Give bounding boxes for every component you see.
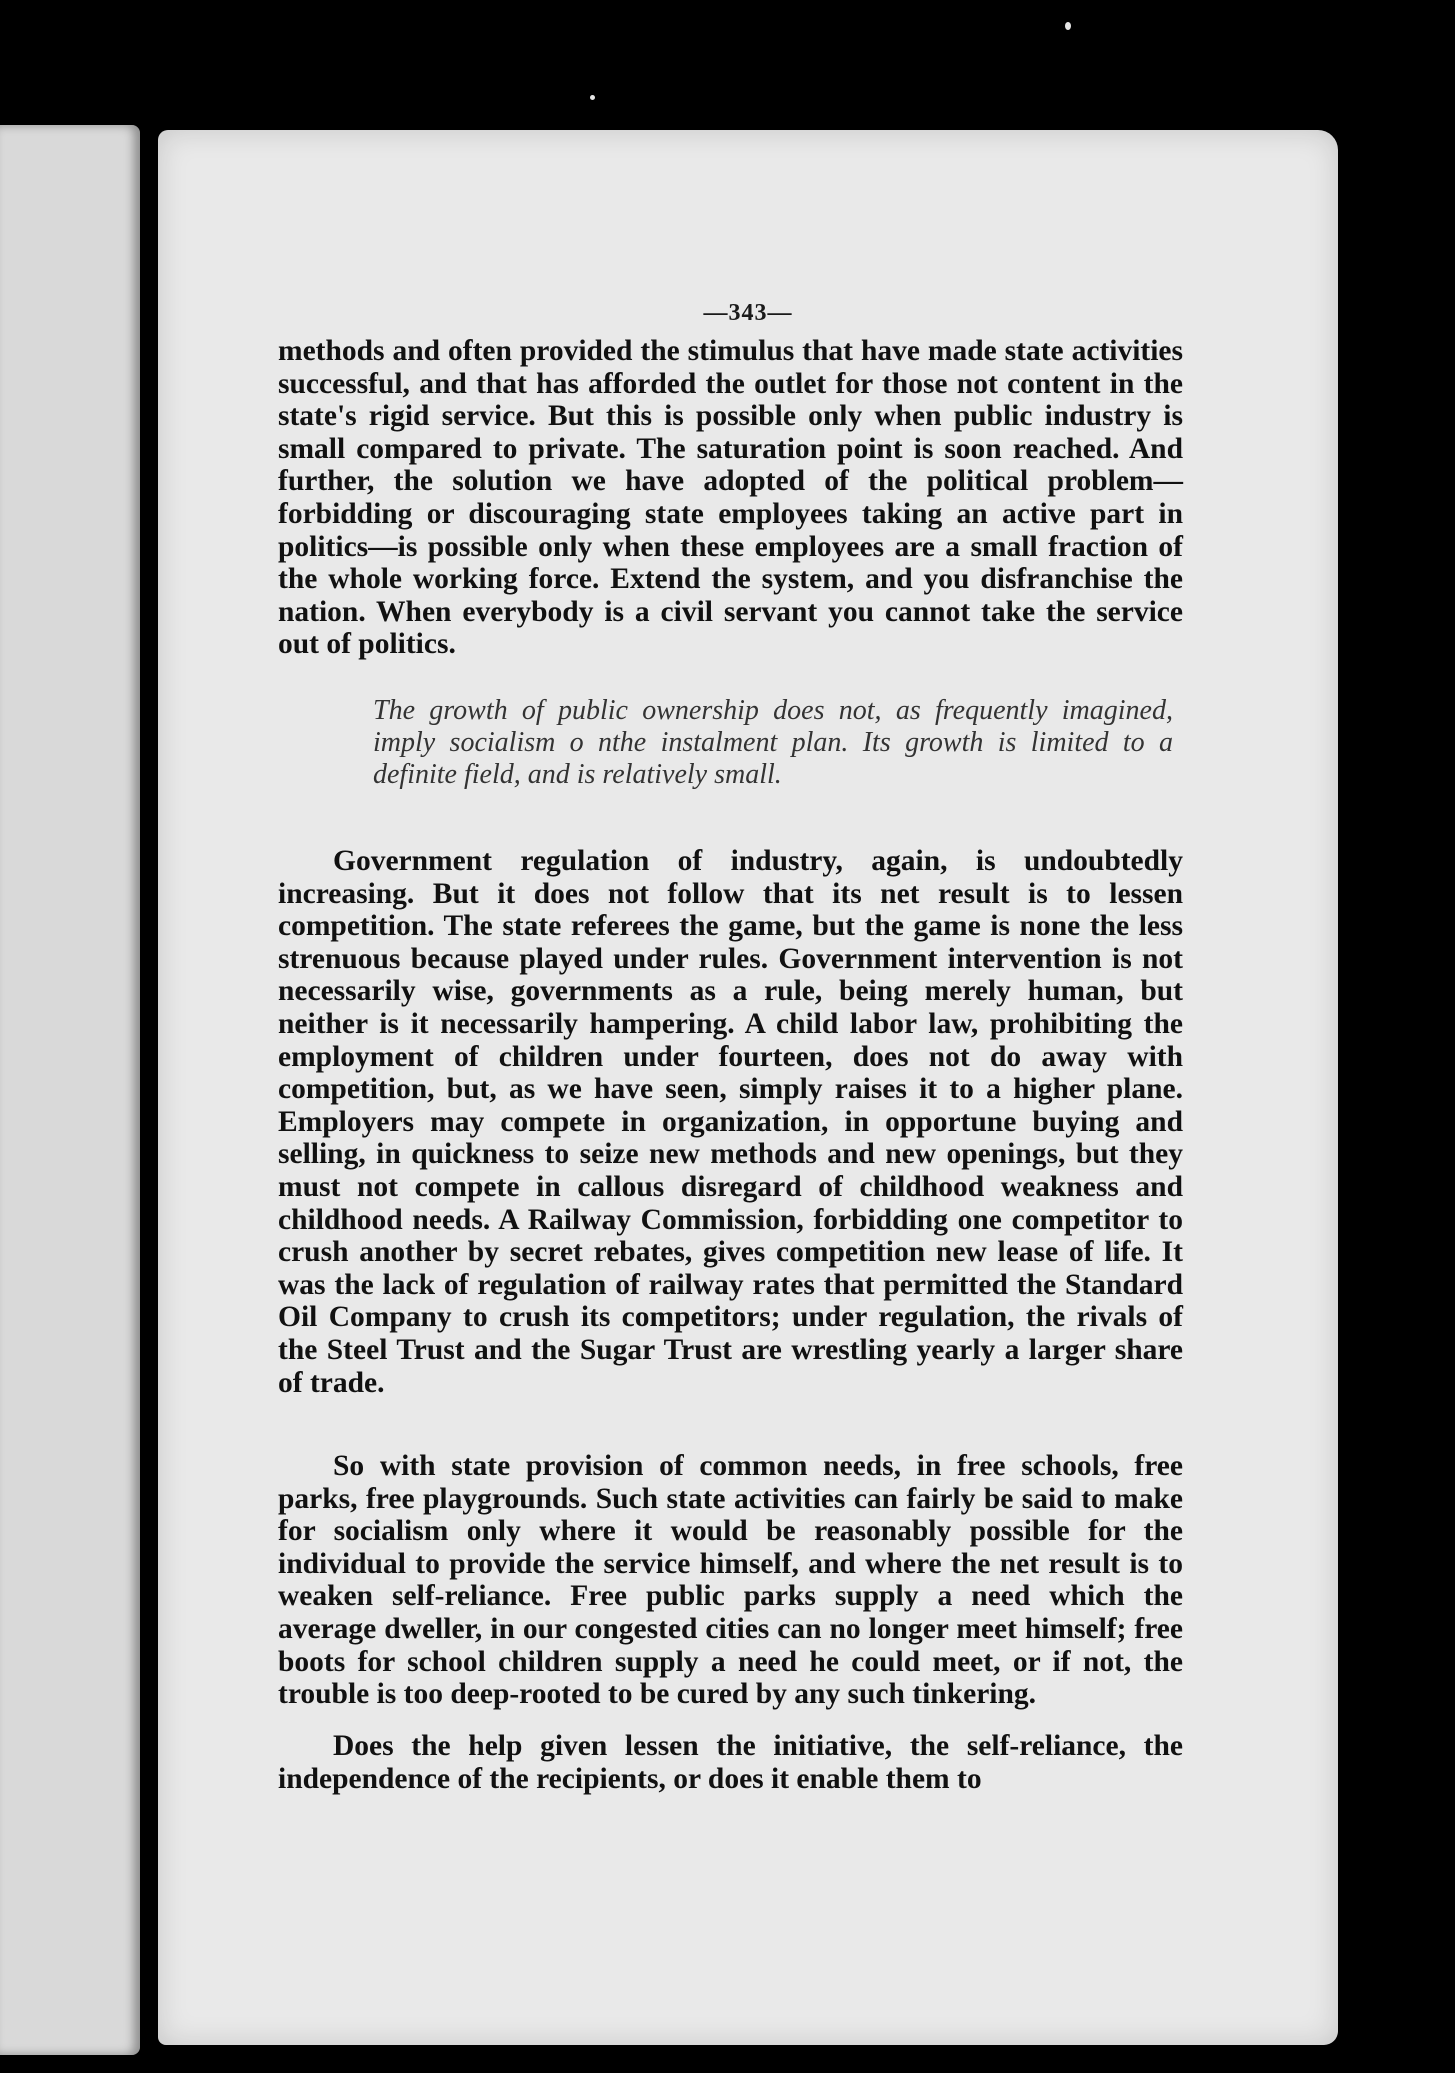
paragraph-1	[278, 335, 1183, 661]
paragraph-4	[278, 1730, 1183, 1795]
paragraph-4-text: Does the help given lessen the initiative, the self-reliance, the independence of the recipients, or does it enable them to	[278, 1730, 1183, 1795]
facing-page-edge	[0, 125, 140, 2055]
dust-speck	[590, 95, 595, 100]
paragraph-1-text: methods and often provided the stimulus that have made state activities successful, and that has afforded the outlet for those not content in the state's rigid service. But this is possible only when public industry is small compared to private. The saturation point is soon reached. And further, the solution we have adopted of the political problem—forbidding or discouraging state employees taking an active part in politics—is possible only when these employees are a small fraction of the whole working force. Extend the system, and you disfranchise the nation. When everybody is a civil servant you cannot take the service out of politics.	[278, 335, 1183, 661]
paragraph-3	[278, 1450, 1183, 1711]
paragraph-3-text: So with state provision of common needs, in free schools, free parks, free playgrounds. Such state activities can fairly be said to make for socialism only where it would be reasonably possible for the individual to provide the service himself, and where the net result is to weaken self-reliance. Free public parks supply a need which the average dweller, in our congested cities can no longer meet himself; free boots for school children supply a need he could meet, or if not, the trouble is too deep-rooted to be cured by any such tinkering.	[278, 1450, 1183, 1711]
page-number: —343—	[703, 300, 793, 326]
book-page	[158, 130, 1338, 2045]
paragraph-2-text: Government regulation of industry, again, is undoubtedly increasing. But it does not follow that its net result is to lessen competition. The state referees the game, but the game is none the less strenuous because played under rules. Government intervention is not necessarily wise, governments as a rule, being merely human, but neither is it necessarily hampering. A child labor law, prohibiting the employment of children under fourteen, does not do away with competition, but, as we have seen, simply raises it to a higher plane. Employers may compete in organization, in opportune buying and selling, in quickness to seize new methods and new openings, but they must not compete in callous disregard of childhood weakness and childhood needs. A Railway Commission, forbidding one competitor to crush another by secret rebates, gives competition new lease of life. It was the lack of regulation of railway rates that permitted the Standard Oil Company to crush its competitors; under regulation, the rivals of the Steel Trust and the Sugar Trust are wrestling yearly a larger share of trade.	[278, 845, 1183, 1399]
dust-speck	[1065, 22, 1071, 30]
sidenote-quote: The growth of public ownership does not, as frequently imagined, imply socialism o nthe instalment plan. Its growth is limited to a definite field, and is relatively small.	[373, 695, 1173, 790]
paragraph-2	[278, 845, 1183, 1399]
